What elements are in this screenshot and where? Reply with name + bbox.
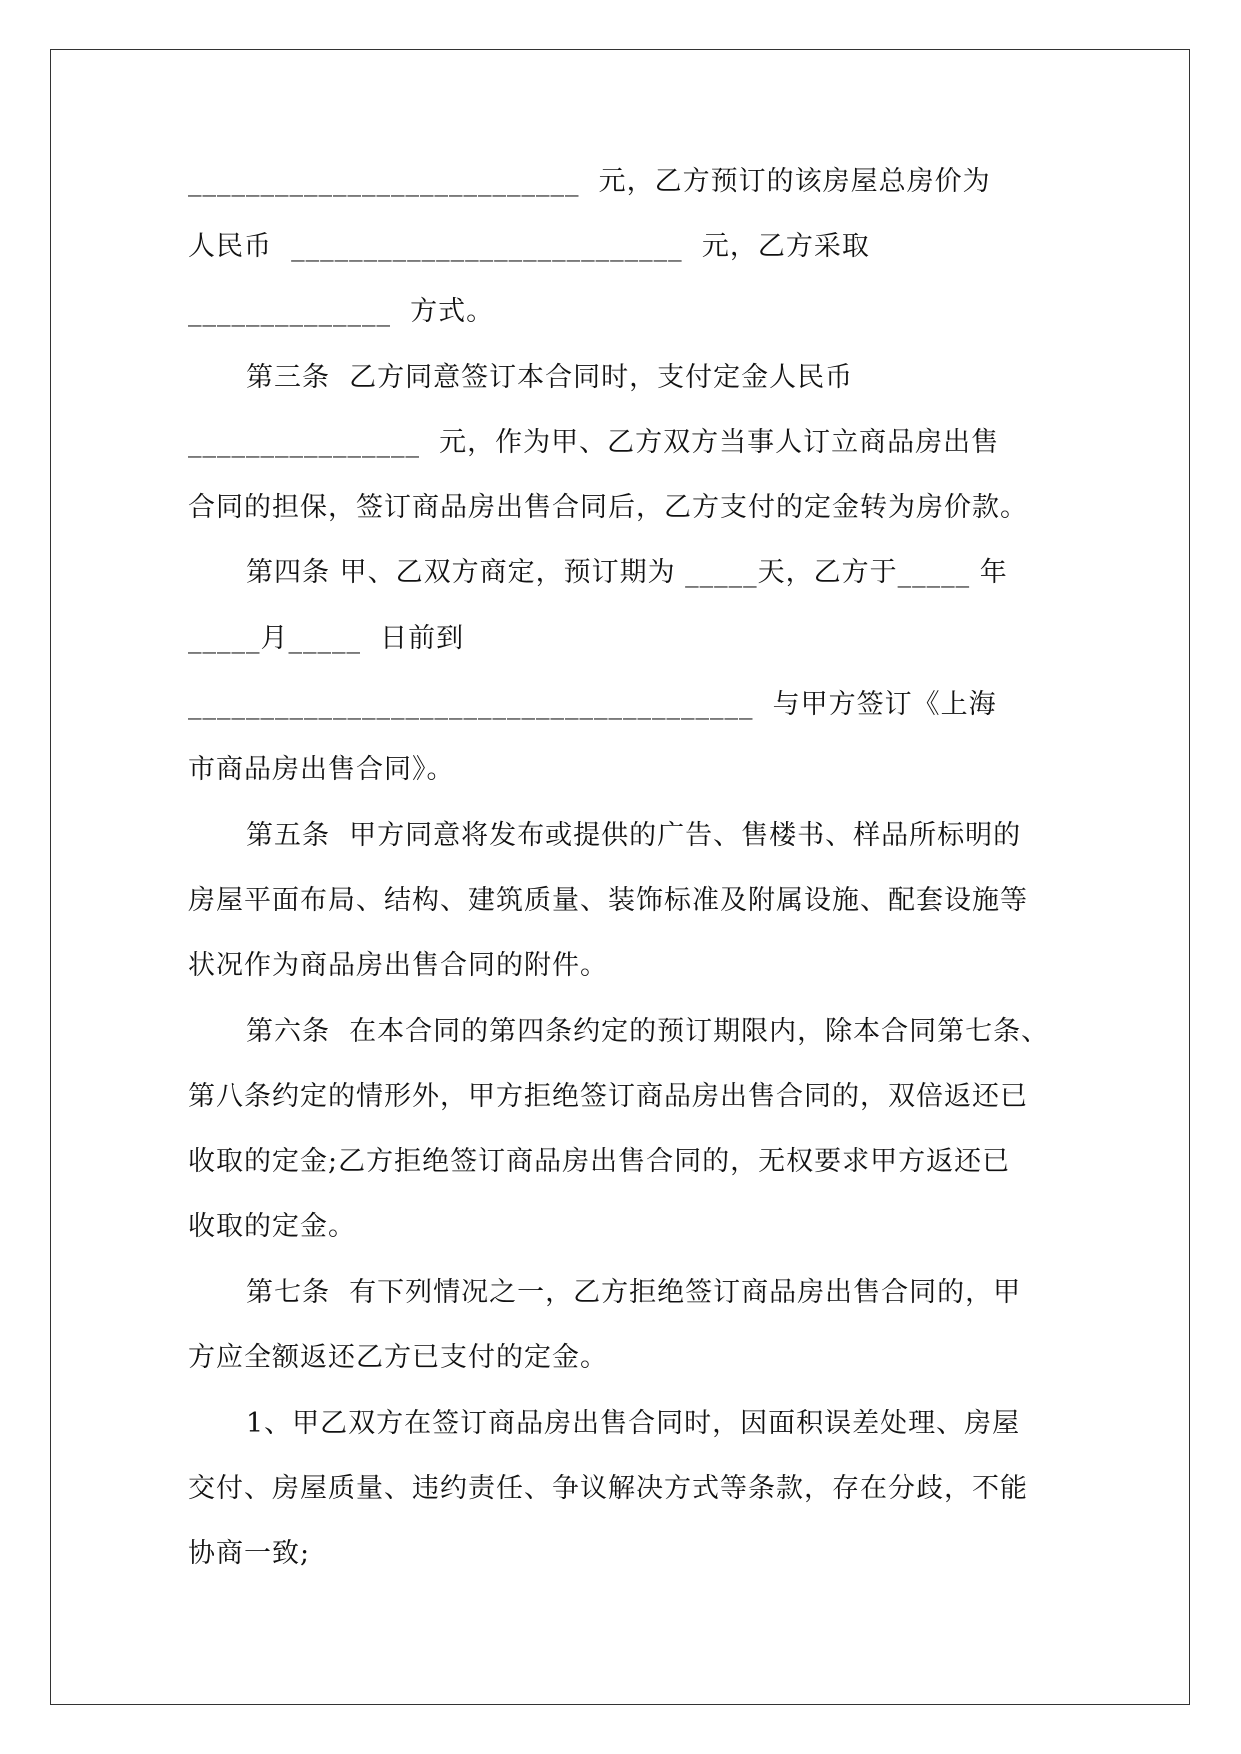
- contract-line: ______________ 方式。: [188, 296, 495, 327]
- contract-line: _____月_____ 日前到: [188, 623, 465, 654]
- contract-line: 第八条约定的情形外，甲方拒绝签订商品房出售合同的，双倍返还已: [188, 1081, 1028, 1112]
- contract-line: 合同的担保，签订商品房出售合同后，乙方支付的定金转为房价款。: [188, 492, 1028, 523]
- contract-line: 协商一致;: [188, 1538, 311, 1569]
- contract-line: _______________________________________ 与甲方签订《上海: [188, 689, 997, 720]
- contract-line: 收取的定金。: [188, 1211, 356, 1242]
- clause-1-line: 1、甲乙双方在签订商品房出售合同时，因面积误差处理、房屋: [246, 1408, 1021, 1439]
- contract-line: 状况作为商品房出售合同的附件。: [188, 950, 608, 981]
- article-5-heading-line: 第五条 甲方同意将发布或提供的广告、售楼书、样品所标明的: [246, 820, 1022, 851]
- contract-line: 市商品房出售合同》。: [188, 754, 455, 785]
- contract-line: 收取的定金;乙方拒绝签订商品房出售合同的，无权要求甲方返还已: [188, 1146, 1011, 1177]
- contract-line: 房屋平面布局、结构、建筑质量、装饰标准及附属设施、配套设施等: [188, 885, 1028, 916]
- contract-line: ________________ 元，作为甲、乙方双方当事人订立商品房出售: [188, 427, 1000, 458]
- contract-line: 人民币 ___________________________ 元，乙方采取: [188, 231, 870, 262]
- contract-line: ___________________________ 元，乙方预订的该房屋总房价为: [188, 166, 991, 197]
- article-3-heading-line: 第三条 乙方同意签订本合同时，支付定金人民币: [246, 362, 854, 393]
- article-6-heading-line: 第六条 在本合同的第四条约定的预订期限内，除本合同第七条、: [246, 1016, 1050, 1047]
- contract-line: 交付、房屋质量、违约责任、争议解决方式等条款，存在分歧，不能: [188, 1473, 1028, 1504]
- contract-line: 方应全额返还乙方已支付的定金。: [188, 1342, 608, 1373]
- article-7-heading-line: 第七条 有下列情况之一，乙方拒绝签订商品房出售合同的，甲: [246, 1277, 1022, 1308]
- article-4-heading-line: 第四条 甲、乙双方商定，预订期为 _____天，乙方于_____ 年: [246, 557, 1008, 588]
